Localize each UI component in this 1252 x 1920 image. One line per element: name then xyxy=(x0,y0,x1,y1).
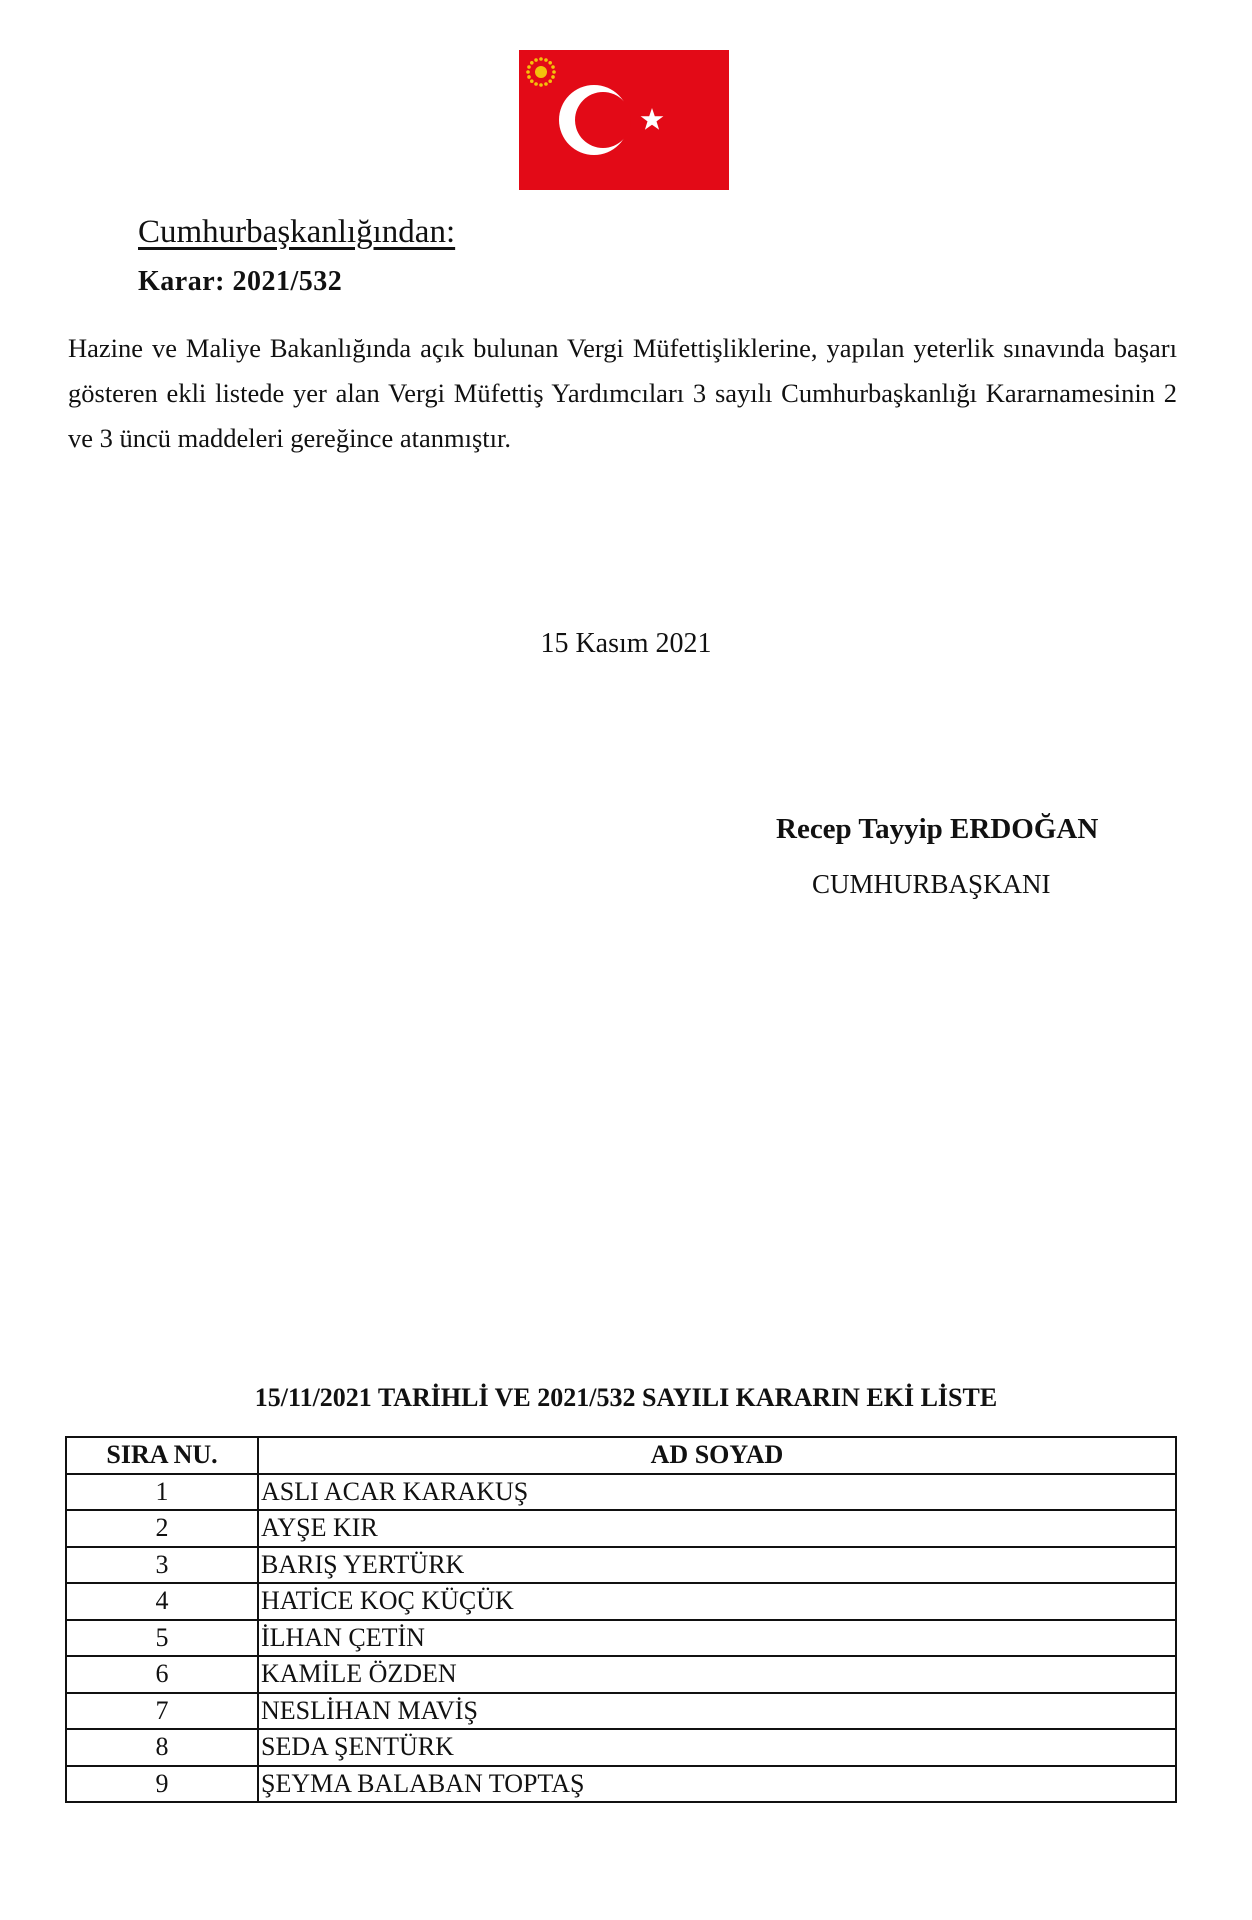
table-row xyxy=(66,1656,1176,1693)
issuer-heading: Cumhurbaşkanlığından: xyxy=(138,214,456,250)
row-name: ASLI ACAR KARAKUŞ xyxy=(258,1474,1176,1511)
row-number: 1 xyxy=(66,1474,258,1511)
row-name: İLHAN ÇETİN xyxy=(258,1620,1176,1657)
row-name: NESLİHAN MAVİŞ xyxy=(258,1693,1176,1730)
table-title: 15/11/2021 TARİHLİ VE 2021/532 SAYILI KARARIN EKİ LİSTE xyxy=(254,1383,998,1412)
table-row xyxy=(66,1474,1176,1511)
signer-name: Recep Tayyip ERDOĞAN xyxy=(776,813,1099,845)
row-name: SEDA ŞENTÜRK xyxy=(258,1729,1176,1766)
turkish-flag-icon xyxy=(519,50,729,190)
table-header-row xyxy=(66,1437,1176,1474)
row-name: HATİCE KOÇ KÜÇÜK xyxy=(258,1583,1176,1620)
row-number: 3 xyxy=(66,1547,258,1584)
row-number: 8 xyxy=(66,1729,258,1766)
table-row xyxy=(66,1693,1176,1730)
table-row xyxy=(66,1547,1176,1584)
table-row xyxy=(66,1510,1176,1547)
table-row xyxy=(66,1583,1176,1620)
row-number: 5 xyxy=(66,1620,258,1657)
row-name: AYŞE KIR xyxy=(258,1510,1176,1547)
row-number: 2 xyxy=(66,1510,258,1547)
row-number: 6 xyxy=(66,1656,258,1693)
row-name: ŞEYMA BALABAN TOPTAŞ xyxy=(258,1766,1176,1803)
decision-number: Karar: 2021/532 xyxy=(138,266,343,297)
row-number: 7 xyxy=(66,1693,258,1730)
table-row xyxy=(66,1766,1176,1803)
appointee-table xyxy=(65,1436,1177,1803)
row-number: 9 xyxy=(66,1766,258,1803)
table-row xyxy=(66,1620,1176,1657)
decision-date: 15 Kasım 2021 xyxy=(540,628,712,659)
signer-title: CUMHURBAŞKANI xyxy=(812,869,1051,899)
row-number: 4 xyxy=(66,1583,258,1620)
row-name: BARIŞ YERTÜRK xyxy=(258,1547,1176,1584)
column-header-name: AD SOYAD xyxy=(258,1437,1176,1474)
row-name: KAMİLE ÖZDEN xyxy=(258,1656,1176,1693)
column-header-no: SIRA NU. xyxy=(66,1437,258,1474)
decision-text: Hazine ve Maliye Bakanlığında açık bulunan Vergi Müfettişliklerine, yapılan yeterlik sınavında başarı gösteren ekli listede yer alan Vergi Müfettiş Yardımcıları 3 sayılı Cumhurbaşkanlığı Kararnamesinin 2 ve 3 üncü maddeleri gereğince atanmıştır. xyxy=(68,333,1177,453)
table-row xyxy=(66,1729,1176,1766)
